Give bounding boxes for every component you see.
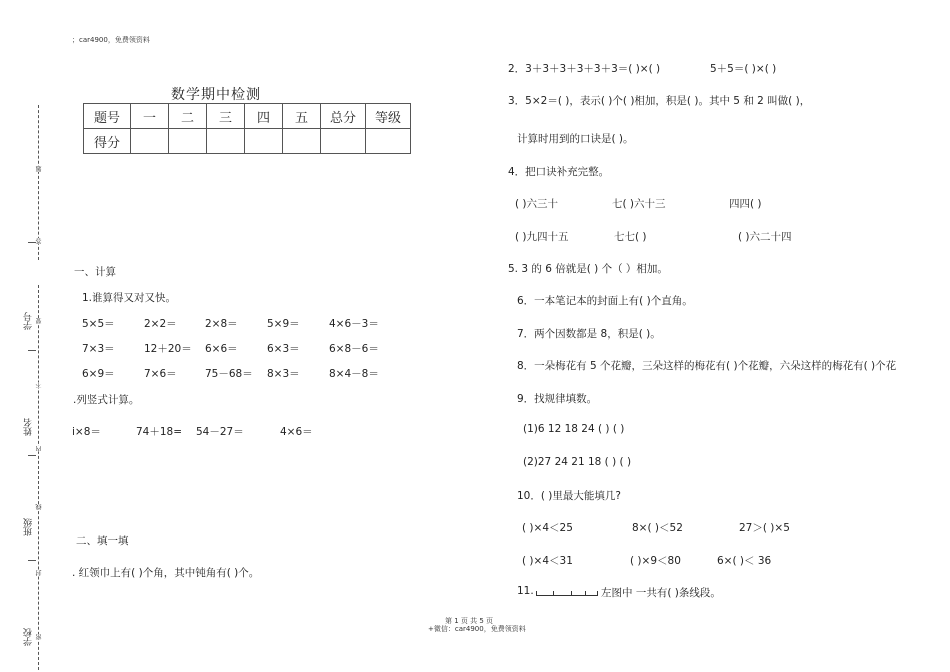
margin-label-school: 学校 <box>24 628 34 646</box>
calc-item: 6×8－6＝ <box>329 343 379 355</box>
fill-question-2b: 5＋5＝( )×( ) <box>710 63 777 75</box>
inequality-item: ( )×4＜25 <box>522 522 573 534</box>
score-cell[interactable] <box>169 129 207 154</box>
vertical-calc-item: 74＋18= <box>136 426 183 438</box>
calc-item: 7×3＝ <box>82 343 115 355</box>
calc-item: 5×5＝ <box>82 318 115 330</box>
fill-question-11: 左图中 一共有( )条线段。 <box>601 587 721 599</box>
score-cell[interactable] <box>321 129 366 154</box>
rhyme-item: ( )九四十五 <box>515 231 569 243</box>
margin-label-student-id: 学号 <box>24 312 34 330</box>
vertical-calc-item: i×8＝ <box>72 426 101 438</box>
binding-line-lower <box>38 285 39 670</box>
inequality-item: 27＞( )×5 <box>739 522 790 534</box>
fill-question-10: 10．( )里最大能填几? <box>517 490 621 502</box>
line-mark: 答 <box>36 238 43 244</box>
calc-item: 75－68＝ <box>205 368 253 380</box>
score-cell[interactable] <box>245 129 283 154</box>
calc-item: 6×6＝ <box>205 343 238 355</box>
binding-line <box>38 105 39 260</box>
fill-question-3b: 计算时用到的口诀是( )。 <box>517 133 634 145</box>
inequality-item: ( )×9＜80 <box>630 555 681 567</box>
calc-item: 12＋20＝ <box>144 343 192 355</box>
score-header-cell: 三 <box>207 104 245 129</box>
margin-label-class: 班级 <box>24 518 34 536</box>
section1-q1-title: 1.谁算得又对又快。 <box>82 292 177 304</box>
calc-item: 6×9＝ <box>82 368 115 380</box>
section1-q2-title: .列竖式计算。 <box>73 394 140 406</box>
score-cell[interactable] <box>131 129 169 154</box>
calc-item: 7×6＝ <box>144 368 177 380</box>
score-header-cell: 一 <box>131 104 169 129</box>
fill-question-2a: 2．3＋3＋3＋3＋3＋3＝( )×( ) <box>508 63 661 75</box>
fill-question-11-number: 11. <box>517 585 534 597</box>
calc-item: 5×9＝ <box>267 318 300 330</box>
fill-question-8: 8．一朵梅花有 5 个花瓣，三朵这样的梅花有( )个花瓣，六朵这样的梅花有( )个花 <box>517 360 897 372</box>
section1-title: 一、计算 <box>74 266 116 278</box>
score-cell[interactable] <box>207 129 245 154</box>
fill-question-4: 4．把口诀补充完整。 <box>508 166 610 178</box>
score-cell[interactable] <box>283 129 321 154</box>
line-mark: 要 <box>36 318 43 324</box>
score-header-cell: 四 <box>245 104 283 129</box>
score-header-cell: 五 <box>283 104 321 129</box>
calc-item: 8×3＝ <box>267 368 300 380</box>
vertical-calc-item: 54－27＝ <box>196 426 244 438</box>
header-note: ；car4900，免费领资料 <box>72 36 150 44</box>
score-row-label: 得分 <box>84 129 131 154</box>
calc-item: 6×3＝ <box>267 343 300 355</box>
score-header-cell: 二 <box>169 104 207 129</box>
score-cell[interactable] <box>366 129 411 154</box>
inequality-item: 6×( )＜ 36 <box>717 555 772 567</box>
line-mark: 题 <box>36 166 43 172</box>
line-segment-figure <box>536 591 598 596</box>
score-header-cell: 等级 <box>366 104 411 129</box>
line-mark: 内 <box>36 446 43 452</box>
rhyme-item: 四四( ) <box>729 198 762 210</box>
inequality-item: ( )×4＜31 <box>522 555 573 567</box>
footer-note: +微信：car4900，免费领资料 <box>428 625 526 633</box>
fill-question-3a: 3．5×2＝( )，表示( )个( )相加，积是( )。其中 5 和 2 叫做( )， <box>508 95 811 107</box>
page-number: 第 1 页 共 5 页 <box>445 617 494 625</box>
score-header-cell: 题号 <box>84 104 131 129</box>
section2-title: 二、填一填 <box>76 535 129 547</box>
calc-item: 2×2＝ <box>144 318 177 330</box>
page-title: 数学期中检测 <box>171 87 261 103</box>
score-header-cell: 总分 <box>321 104 366 129</box>
rhyme-item: ( )六二十四 <box>738 231 792 243</box>
rhyme-item: ( )六三十 <box>515 198 559 210</box>
rhyme-item: 七( )六十三 <box>612 198 666 210</box>
line-mark: 不 <box>36 382 43 388</box>
calc-item: 4×6－3＝ <box>329 318 379 330</box>
calc-item: 8×4－8＝ <box>329 368 379 380</box>
fill-question-6: 6．一本笔记本的封面上有( )个直角。 <box>517 295 693 307</box>
pattern-row-2: (2)27 24 21 18 ( ) ( ) <box>523 456 632 468</box>
line-mark: 密 <box>36 634 43 640</box>
vertical-calc-item: 4×6＝ <box>280 426 313 438</box>
line-mark: 封 <box>36 570 43 576</box>
margin-label-name: 姓名 <box>24 418 34 436</box>
inequality-item: 8×( )＜52 <box>632 522 683 534</box>
calc-item: 2×8＝ <box>205 318 238 330</box>
fill-question-5: 5. 3 的 6 倍就是( ) 个（ ）相加。 <box>508 263 668 275</box>
fill-question-9: 9．找规律填数。 <box>517 393 598 405</box>
score-table <box>83 103 411 154</box>
line-mark: 线 <box>36 504 43 510</box>
fill-question-1: . 红领巾上有( )个角，其中钝角有( )个。 <box>72 567 260 579</box>
rhyme-item: 七七( ) <box>614 231 647 243</box>
pattern-row-1: (1)6 12 18 24 ( ) ( ) <box>523 423 625 435</box>
fill-question-7: 7．两个因数都是 8，积是( )。 <box>517 328 661 340</box>
